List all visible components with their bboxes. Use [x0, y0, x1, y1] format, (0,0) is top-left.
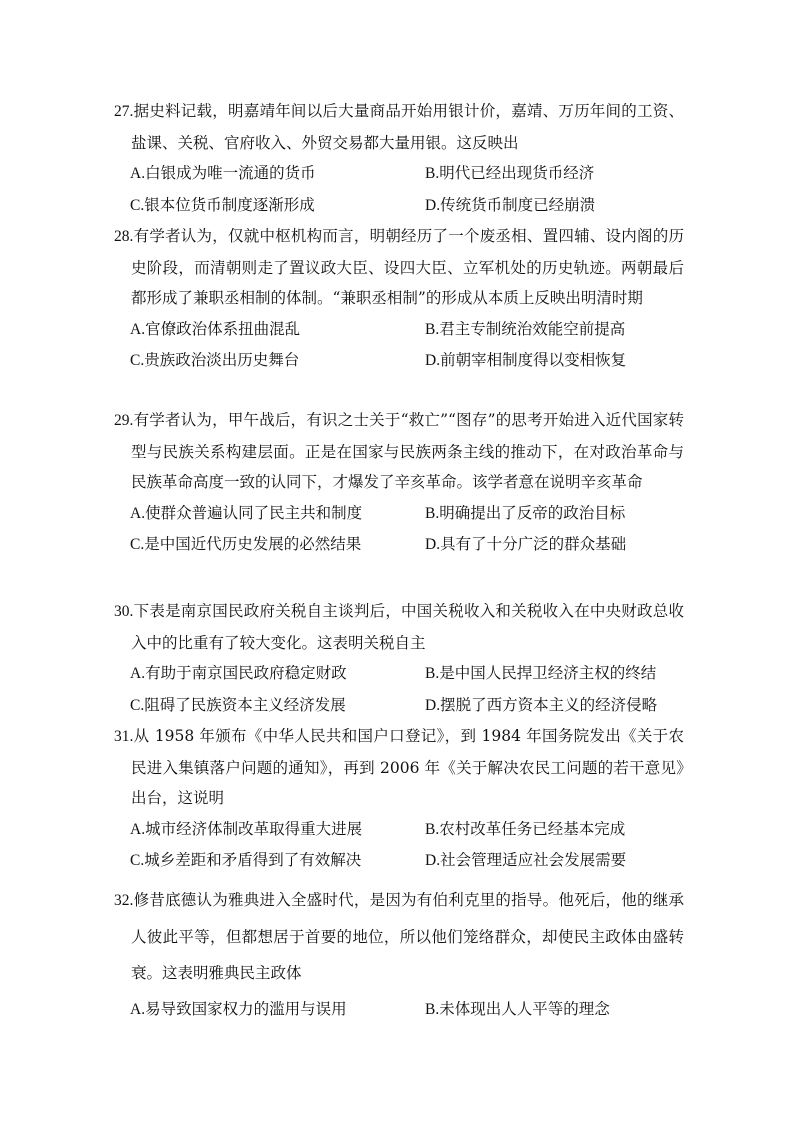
question-stem [114, 221, 684, 314]
option-text: 未体现出人人平等的理念 [439, 1000, 610, 1018]
option-letter: B. [425, 665, 440, 682]
option-a[interactable] [130, 158, 425, 190]
option-b[interactable] [425, 158, 705, 190]
option-text: 阻碍了民族资本主义经济发展 [144, 695, 346, 714]
option-letter: B. [425, 820, 440, 838]
option-letter: D. [425, 696, 441, 714]
option-text: 传统货币制度已经崩溃 [440, 195, 596, 214]
question-text: 据史料记载，明嘉靖年间以后大量商品开始用银计价，嘉靖、万历年间的工资、盐课、关税、官府收入、外贸交易都大量用银。这反映出 [131, 102, 684, 152]
question-stem [114, 596, 684, 658]
option-text: 城乡差距和矛盾得到了有效解决 [144, 851, 362, 869]
option-text: 有助于南京国民政府稳定财政 [145, 664, 347, 682]
option-text: 明确提出了反帝的政治目标 [439, 503, 626, 522]
option-letter: A. [130, 1001, 146, 1018]
option-a[interactable] [130, 814, 425, 846]
options-list [114, 498, 684, 561]
option-text: 社会管理适应社会发展需要 [440, 851, 627, 869]
option-text: 银本位货币制度逐渐形成 [144, 195, 315, 214]
question-stem [114, 721, 684, 814]
question-number: 29. [114, 412, 134, 429]
option-letter: A. [130, 820, 146, 838]
option-c[interactable] [130, 190, 425, 222]
question-number: 27. [114, 103, 134, 120]
option-c[interactable] [130, 345, 425, 377]
option-d[interactable] [425, 529, 705, 561]
question-number: 31. [114, 728, 134, 745]
question-28 [114, 221, 684, 377]
question-number: 32. [114, 892, 134, 909]
options-list [114, 314, 684, 377]
option-text: 白银成为唯一流通的货币 [145, 164, 316, 182]
option-letter: B. [425, 1001, 440, 1018]
question-stem [114, 882, 684, 991]
option-text: 具有了十分广泛的群众基础 [440, 535, 627, 553]
options-list [114, 991, 684, 1028]
option-c[interactable] [130, 690, 425, 722]
option-text: 易导致国家权力的滥用与误用 [145, 1000, 347, 1018]
option-b[interactable] [425, 814, 705, 846]
options-list [114, 814, 684, 877]
question-stem [114, 96, 684, 158]
option-b[interactable] [425, 314, 705, 346]
question-32 [114, 882, 684, 1028]
option-a[interactable] [130, 991, 425, 1028]
option-letter: C. [130, 696, 145, 714]
question-text: 下表是南京国民政府关税自主谈判后，中国关税收入和关税收入在中央财政总收入中的比重有了较大变化。这表明关税自主 [131, 602, 684, 652]
question-29 [114, 405, 684, 561]
option-letter: D. [425, 196, 441, 214]
option-letter: A. [130, 665, 146, 682]
option-a[interactable] [130, 498, 425, 530]
question-text: 修昔底德认为雅典进入全盛时代，是因为有伯利克里的指导。他死后，他的继承人彼此平等，但都想居于首要的地位，所以他们笼络群众，却使民主政体由盛转衰。这表明雅典民主政体 [131, 891, 684, 982]
option-letter: B. [425, 320, 440, 338]
question-27 [114, 96, 684, 221]
option-c[interactable] [130, 529, 425, 561]
option-d[interactable] [425, 690, 705, 722]
option-c[interactable] [130, 845, 425, 877]
option-text: 使群众普遍认同了民主共和制度 [145, 503, 363, 522]
question-number: 28. [114, 228, 134, 245]
option-b[interactable] [425, 498, 705, 530]
option-a[interactable] [130, 314, 425, 346]
option-d[interactable] [425, 190, 705, 222]
option-d[interactable] [425, 345, 705, 377]
option-text: 城市经济体制改革取得重大进展 [145, 819, 363, 838]
option-text: 前朝宰相制度得以变相恢复 [440, 351, 627, 369]
option-text: 明代已经出现货币经济 [439, 164, 595, 182]
question-text: 有学者认为，甲午战后，有识之士关于“救亡”“图存”的思考开始进入近代国家转型与民族关系构建层面。正是在国家与民族两条主线的推动下，在对政治革命与民族革命高度一致的认同下，才爆发了辛亥革命。该学者意在说明辛亥革命 [131, 411, 684, 491]
option-b[interactable] [425, 658, 705, 690]
option-letter: D. [425, 536, 441, 553]
option-text: 贵族政治淡出历史舞台 [144, 351, 300, 369]
option-a[interactable] [130, 658, 425, 690]
option-letter: A. [130, 165, 146, 182]
option-letter: D. [425, 352, 441, 369]
question-text: 有学者认为，仅就中枢机构而言，明朝经历了一个废丞相、置四辅、设内阁的历史阶段，而清朝则走了置议政大臣、设四大臣、立军机处的历史轨迹。两朝最后都形成了兼职丞相制的体制。“兼职丞相制”的形成从本质上反映出明清时期 [131, 227, 684, 307]
option-letter: C. [130, 352, 145, 369]
option-text: 官僚政治体系扭曲混乱 [145, 319, 301, 338]
question-31 [114, 721, 684, 877]
option-letter: B. [425, 504, 440, 522]
question-30 [114, 596, 684, 721]
option-text: 君主专制统治效能空前提高 [439, 319, 626, 338]
option-b[interactable] [425, 991, 705, 1028]
option-letter: C. [130, 852, 145, 869]
option-letter: B. [425, 165, 440, 182]
option-letter: A. [130, 320, 146, 338]
question-stem [114, 405, 684, 498]
option-letter: C. [130, 536, 145, 553]
option-letter: A. [130, 504, 146, 522]
option-text: 是中国近代历史发展的必然结果 [144, 535, 362, 553]
options-list [114, 658, 684, 721]
options-list [114, 158, 684, 221]
question-text: 从 1958 年颁布《中华人民共和国户口登记》，到 1984 年国务院发出《关于农民进入集镇落户问题的通知》，再到 2006 年《关于解决农民工问题的若干意见》出台，这说明 [131, 727, 684, 807]
option-text: 摆脱了西方资本主义的经济侵略 [440, 695, 658, 714]
option-letter: C. [130, 196, 145, 214]
option-text: 是中国人民捍卫经济主权的终结 [439, 664, 657, 682]
option-text: 农村改革任务已经基本完成 [439, 819, 626, 838]
question-number: 30. [114, 603, 134, 620]
option-d[interactable] [425, 845, 705, 877]
option-letter: D. [425, 852, 441, 869]
